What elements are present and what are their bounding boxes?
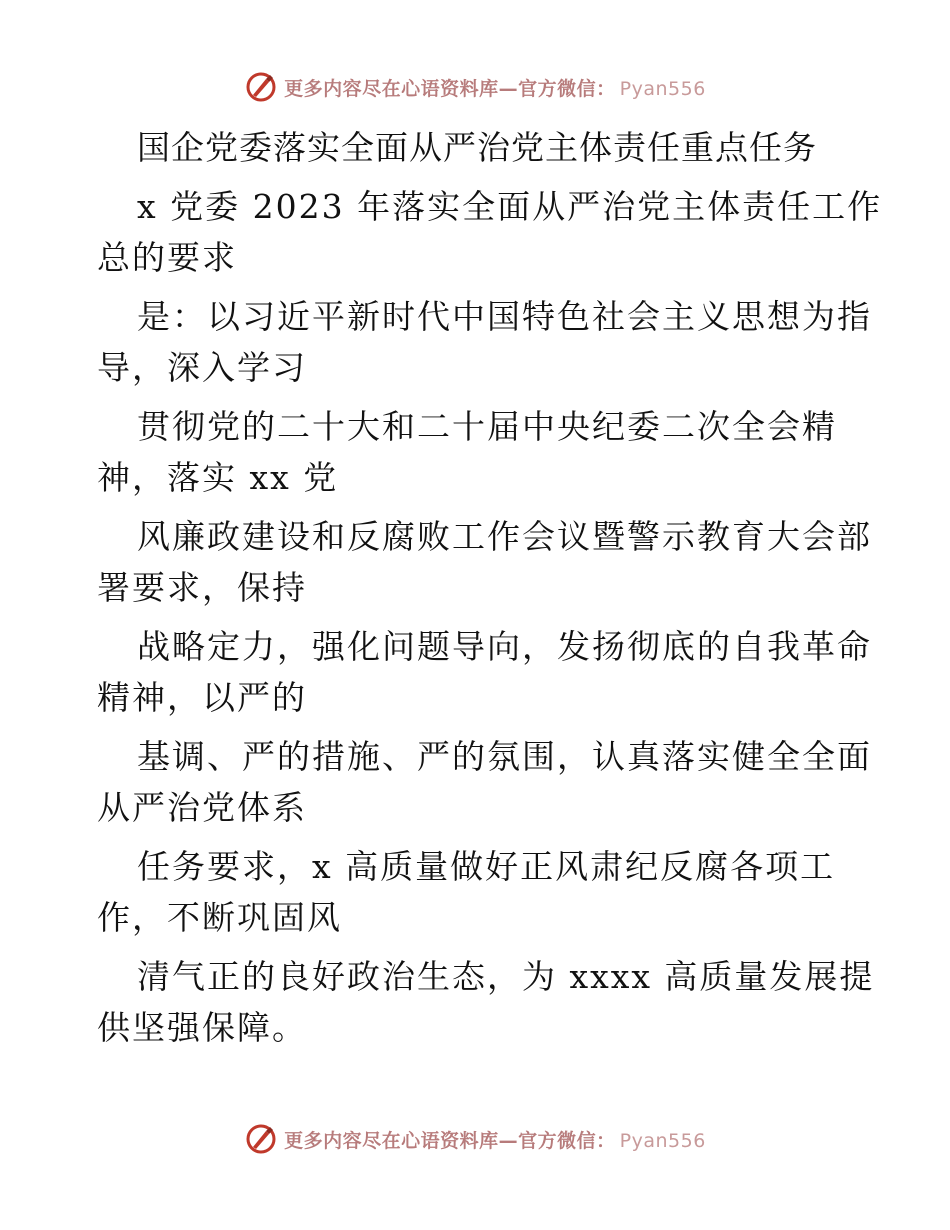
paragraph-line: 精神，以严的	[97, 678, 307, 717]
paragraph-line: 导，深入学习	[97, 348, 307, 387]
paragraph-line: 总的要求	[97, 238, 237, 277]
watermark-text: 更多内容尽在心语资料库—官方微信： Pyan556	[284, 1129, 706, 1152]
paragraph-line: 贯彻党的二十大和二十届中央纪委二次全会精	[137, 407, 837, 446]
paragraph-line: 任务要求，x 高质量做好正风肃纪反腐各项工	[137, 847, 836, 886]
paragraph-line: 从严治党体系	[97, 788, 307, 827]
paragraph-line: 署要求，保持	[97, 568, 307, 607]
paragraph-line: 清气正的良好政治生态，为 xxxx 高质量发展提	[137, 957, 875, 996]
pen-logo-icon	[244, 1122, 278, 1156]
paragraph-line: 风廉政建设和反腐败工作会议暨警示教育大会部	[137, 517, 872, 556]
paragraph-line: x 党委 2023 年落实全面从严治党主体责任工作	[137, 187, 883, 226]
footer-watermark	[0, 1122, 950, 1156]
pen-logo-icon	[244, 70, 278, 104]
paragraph-line: 基调、严的措施、严的氛围，认真落实健全全面	[137, 737, 872, 776]
paragraph-line: 是：以习近平新时代中国特色社会主义思想为指	[137, 297, 872, 336]
header-watermark	[0, 70, 950, 104]
watermark-text: 更多内容尽在心语资料库—官方微信： Pyan556	[284, 77, 706, 100]
paragraph-line: 作，不断巩固风	[97, 898, 342, 937]
document-title: 国企党委落实全面从严治党主体责任重点任务	[137, 128, 817, 167]
document-body	[97, 122, 883, 1053]
paragraph-line: 神，落实 xx 党	[97, 458, 339, 497]
paragraph-line: 供坚强保障。	[97, 1008, 307, 1047]
paragraph-line: 战略定力，强化问题导向，发扬彻底的自我革命	[137, 627, 872, 666]
